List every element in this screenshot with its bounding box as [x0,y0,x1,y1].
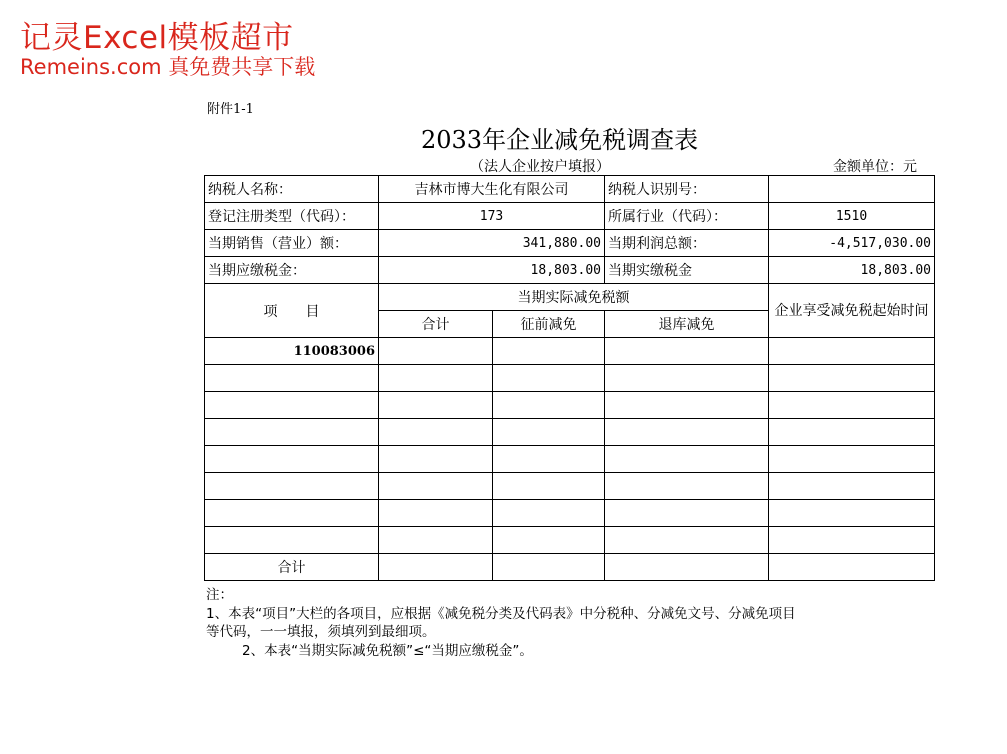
total-cell[interactable] [379,338,493,365]
header-row-1 [205,284,935,311]
item-cell[interactable] [205,392,379,419]
note-line-3: 2、本表“当期实际减免税额”≤“当期应缴税金”。 [242,642,533,659]
start-time-cell[interactable] [769,473,935,500]
start-time-cell[interactable] [769,392,935,419]
info-row-name [205,176,935,203]
pre-collection-cell[interactable] [493,500,605,527]
refund-cell[interactable] [605,419,769,446]
start-time-cell[interactable] [769,554,935,581]
item-cell[interactable] [205,500,379,527]
refund-cell[interactable] [605,365,769,392]
pre-collection-cell[interactable] [493,419,605,446]
total-cell[interactable] [379,473,493,500]
industry-value[interactable]: 1510 [769,203,935,230]
total-cell[interactable] [379,554,493,581]
start-time-cell[interactable] [769,446,935,473]
pre-collection-cell[interactable] [493,392,605,419]
total-cell[interactable] [379,500,493,527]
tax-payable-value[interactable]: 18,803.00 [379,257,605,284]
tax-payable-label: 当期应缴税金： [205,257,379,284]
notes-header: 注： [206,587,233,603]
pre-collection-header: 征前减免 [493,311,605,338]
item-cell[interactable] [205,365,379,392]
reg-type-value[interactable]: 173 [379,203,605,230]
refund-cell[interactable] [605,554,769,581]
total-row [205,554,935,581]
sales-label: 当期销售（营业）额： [205,230,379,257]
document-subtitle: （法人企业按户填报） [470,159,610,175]
table-row [205,500,935,527]
start-time-cell[interactable] [769,338,935,365]
note-line-2: 等代码，一一填报，须填列到最细项。 [206,624,436,640]
profit-value[interactable]: -4,517,030.00 [769,230,935,257]
info-row-type [205,203,935,230]
total-cell[interactable] [379,527,493,554]
start-time-cell[interactable] [769,527,935,554]
refund-cell[interactable] [605,500,769,527]
table-row [205,365,935,392]
taxpayer-id-label: 纳税人识别号： [605,176,769,203]
info-row-sales [205,230,935,257]
watermark-subtitle: Remeins.com 真免费共享下载 [20,55,316,79]
item-cell[interactable] [205,527,379,554]
table-row [205,338,935,365]
refund-header: 退库减免 [605,311,769,338]
total-cell[interactable] [379,365,493,392]
start-time-cell[interactable] [769,500,935,527]
refund-cell[interactable] [605,473,769,500]
attachment-label: 附件1-1 [207,102,254,117]
pre-collection-cell[interactable] [493,473,605,500]
item-cell[interactable] [205,419,379,446]
item-cell[interactable] [205,446,379,473]
refund-cell[interactable] [605,392,769,419]
pre-collection-cell[interactable] [493,365,605,392]
item-cell[interactable]: 110083006 [205,338,379,365]
pre-collection-cell[interactable] [493,554,605,581]
refund-cell[interactable] [605,446,769,473]
taxpayer-id-value[interactable] [769,176,935,203]
notes-section [206,586,934,660]
refund-cell[interactable] [605,527,769,554]
start-time-header: 企业享受减免税起始时间 [769,284,935,338]
tax-paid-label: 当期实缴税金 [605,257,769,284]
pre-collection-cell[interactable] [493,338,605,365]
document-title: 2033年企业减免税调查表 [421,126,699,154]
industry-label: 所属行业（代码）： [605,203,769,230]
table-row [205,392,935,419]
total-header: 合计 [379,311,493,338]
amount-unit: 金额单位：元 [833,159,917,175]
tax-survey-table [204,175,935,581]
pre-collection-cell[interactable] [493,527,605,554]
total-cell[interactable] [379,392,493,419]
table-row [205,446,935,473]
pre-collection-cell[interactable] [493,446,605,473]
sales-value[interactable]: 341,880.00 [379,230,605,257]
total-cell[interactable] [379,446,493,473]
info-row-tax [205,257,935,284]
item-header: 项 目 [205,284,379,338]
table-row [205,419,935,446]
start-time-cell[interactable] [769,365,935,392]
profit-label: 当期利润总额： [605,230,769,257]
table-row [205,527,935,554]
watermark-title: 记灵Excel模板超市 [20,20,294,56]
total-row-label: 合计 [205,554,379,581]
reg-type-label: 登记注册类型（代码）： [205,203,379,230]
actual-reduction-header: 当期实际减免税额 [379,284,769,311]
table-row [205,473,935,500]
tax-paid-value[interactable]: 18,803.00 [769,257,935,284]
note-line-1: 1、本表“项目”大栏的各项目，应根据《减免税分类及代码表》中分税种、分减免文号、分减免项目 [206,605,796,622]
taxpayer-name-label: 纳税人名称： [205,176,379,203]
total-cell[interactable] [379,419,493,446]
item-cell[interactable] [205,473,379,500]
refund-cell[interactable] [605,338,769,365]
start-time-cell[interactable] [769,419,935,446]
taxpayer-name-value[interactable]: 吉林市博大生化有限公司 [379,176,605,203]
